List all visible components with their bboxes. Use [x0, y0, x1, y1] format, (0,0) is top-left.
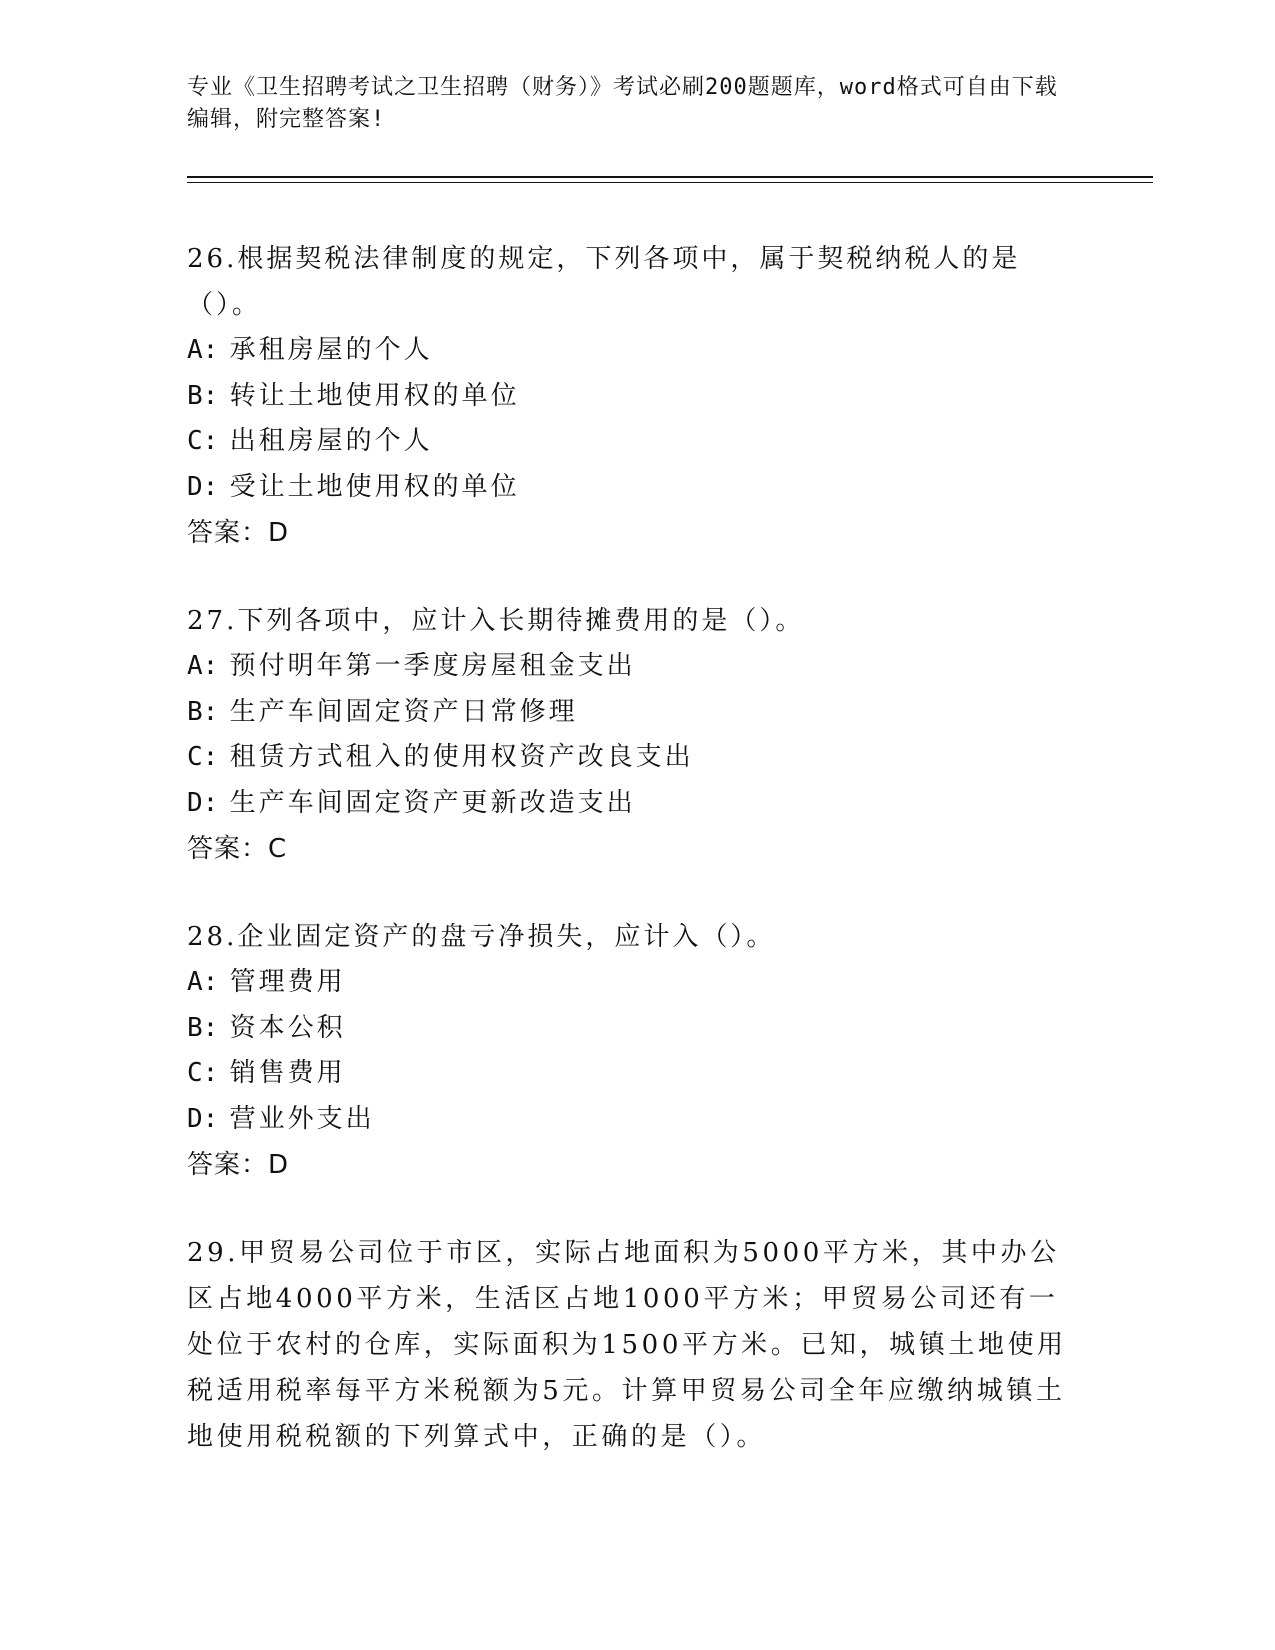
option-a: [187, 644, 1067, 690]
option-letter: A:: [187, 651, 219, 681]
option-text: 管理费用: [218, 967, 346, 997]
option-letter: B:: [187, 380, 219, 411]
document-header: 专业《卫生招聘考试之卫生招聘（财务）》考试必刷200题题库，word格式可自由下载编辑，附完整答案!: [187, 75, 1058, 132]
header-rule-thick: [187, 176, 1153, 178]
question-stem: 28.企业固定资产的盘亏净损失，应计入（）。: [187, 922, 776, 952]
option-c: [187, 1051, 1067, 1097]
option-letter: A:: [187, 335, 219, 365]
option-text: 受让土地使用权的单位: [218, 471, 520, 502]
option-c: [187, 419, 1067, 465]
option-letter: D:: [187, 787, 219, 818]
answer-line: 答案：D: [187, 518, 290, 548]
option-b: [187, 690, 1067, 736]
option-a: [187, 328, 1067, 374]
option-d: [187, 781, 1067, 827]
option-b: [187, 374, 1067, 420]
option-d: [187, 1097, 1067, 1143]
option-text: 销售费用: [218, 1058, 346, 1088]
option-letter: C:: [187, 1058, 219, 1088]
option-text: 生产车间固定资产日常修理: [218, 696, 578, 727]
question-26: [187, 236, 1067, 556]
option-text: 生产车间固定资产更新改造支出: [218, 787, 636, 818]
question-28: [187, 914, 1067, 1188]
option-text: 出租房屋的个人: [218, 426, 433, 456]
option-text: 营业外支出: [218, 1103, 375, 1134]
option-b: [187, 1006, 1067, 1052]
option-letter: B:: [187, 696, 219, 727]
option-letter: A:: [187, 967, 219, 997]
answer-line: 答案：C: [187, 834, 288, 864]
question-stem: 26.根据契税法律制度的规定，下列各项中，属于契税纳税人的是（）。: [187, 244, 1021, 320]
option-text: 承租房屋的个人: [218, 335, 433, 365]
question-27: [187, 598, 1067, 872]
option-text: 预付明年第一季度房屋租金支出: [218, 651, 636, 681]
header-rule-thin: [187, 182, 1153, 183]
option-letter: C:: [187, 742, 219, 772]
option-letter: D:: [187, 1103, 219, 1134]
option-c: [187, 735, 1067, 781]
question-29: [187, 1230, 1067, 1460]
option-a: [187, 960, 1067, 1006]
option-d: [187, 465, 1067, 511]
option-text: 资本公积: [218, 1012, 346, 1043]
question-stem: 29.甲贸易公司位于市区，实际占地面积为5000平方米，其中办公区占地4000平方米，生活区占地1000平方米；甲贸易公司还有一处位于农村的仓库，实际面积为1500平方米。已知，城镇土地使用税适用税率每平方米税额为5元。计算甲贸易公司全年应缴纳城镇土地使用税税额的下列算式中，正确的是（）。: [187, 1238, 1067, 1452]
option-text: 转让土地使用权的单位: [218, 380, 520, 411]
question-list: [187, 236, 1067, 1502]
option-text: 租赁方式租入的使用权资产改良支出: [218, 742, 694, 772]
question-stem: 27.下列各项中，应计入长期待摊费用的是（）。: [187, 606, 805, 636]
option-letter: C:: [187, 426, 219, 456]
option-letter: D:: [187, 471, 219, 502]
option-letter: B:: [187, 1012, 219, 1043]
answer-line: 答案：D: [187, 1150, 290, 1180]
